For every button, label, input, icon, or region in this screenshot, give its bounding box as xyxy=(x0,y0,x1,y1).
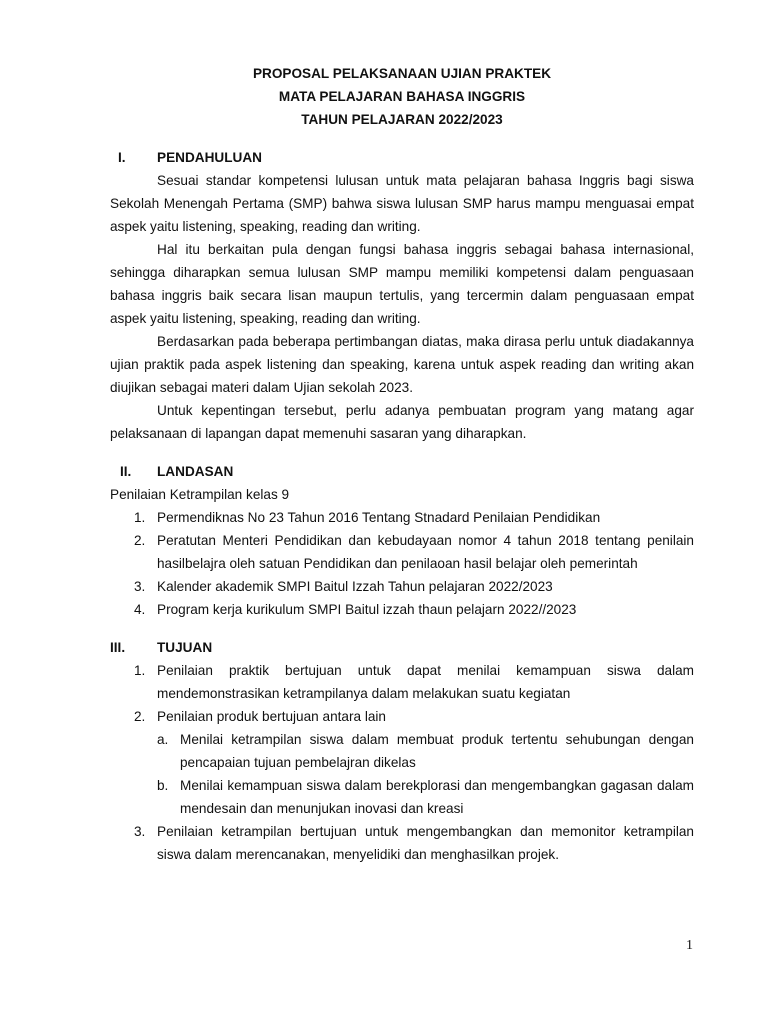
paragraph: Untuk kepentingan tersebut, perlu adanya pembuatan program yang matang agar pelaksanaan di lapangan dapat memenuhi sasaran yang diharapkan. xyxy=(110,403,694,441)
list-item-text: Permendiknas No 23 Tahun 2016 Tentang Stnadard Penilaian Pendidikan xyxy=(157,510,601,525)
title-block xyxy=(110,62,694,131)
paragraph: Sesuai standar kompetensi lulusan untuk mata pelajaran bahasa Inggris bagi siswa Sekolah Menengah Pertama (SMP) bahwa siswa lulusan SMP harus mampu menguasai empat aspek yaitu listening, speaking, reading dan writing. xyxy=(110,173,694,234)
landasan-list xyxy=(110,506,694,621)
section-pendahuluan xyxy=(110,146,694,445)
sub-list-item-letter: b. xyxy=(157,778,169,793)
section-number: I. xyxy=(118,150,126,165)
title-line-3: TAHUN PELAJARAN 2022/2023 xyxy=(301,112,503,127)
list-item-number: 2. xyxy=(134,533,146,548)
list-item xyxy=(110,575,694,598)
section-landasan xyxy=(110,460,694,621)
list-item xyxy=(110,820,694,866)
section-intro: Penilaian Ketrampilan kelas 9 xyxy=(110,487,290,502)
title-line-1: PROPOSAL PELAKSANAAN UJIAN PRAKTEK xyxy=(252,66,552,81)
list-item-number: 3. xyxy=(134,579,146,594)
list-item xyxy=(110,598,694,621)
paragraph: Hal itu berkaitan pula dengan fungsi bahasa inggris sebagai bahasa internasional, sehingga diharapkan semua lulusan SMP mampu memiliki kompetensi dalam penguasaan bahasa inggris baik secara lisan maupun tertulis, yang tercermin dalam penguasaan empat aspek yaitu listening, speaking, reading dan writing. xyxy=(110,242,694,326)
list-item-text: Peratutan Menteri Pendidikan dan kebudayaan nomor 4 tahun 2018 tentang penilain hasilbelajra oleh satuan Pendidikan dan penilaoan hasil belajar oleh pemerintah xyxy=(157,533,694,571)
section-number: II. xyxy=(120,464,132,479)
list-item-number: 4. xyxy=(134,602,146,617)
list-item-text: Penilaian praktik bertujuan untuk dapat menilai kemampuan siswa dalam mendemonstrasikan ketrampilanya dalam melakukan suatu kegiatan xyxy=(157,663,694,701)
list-item-body xyxy=(157,705,694,820)
sub-list-item-text: Menilai ketrampilan siswa dalam membuat produk tertentu sehubungan dengan pencapaian tujuan pembelajran dikelas xyxy=(180,732,694,770)
sub-list-item-text: Menilai kemampuan siswa dalam berekplorasi dan mengembangkan gagasan dalam mendesain dan menunjukan inovasi dan kreasi xyxy=(180,778,694,816)
title-line-2: MATA PELAJARAN BAHASA INGGRIS xyxy=(278,89,526,104)
list-item-text: Kalender akademik SMPI Baitul Izzah Tahun pelajaran 2022/2023 xyxy=(157,579,553,594)
page-number: 1 xyxy=(686,938,693,953)
list-item-text: Program kerja kurikulum SMPI Baitul izzah thaun pelajarn 2022//2023 xyxy=(157,602,577,617)
list-item-text: Penilaian produk bertujuan antara lain xyxy=(157,709,386,724)
document-page xyxy=(110,62,694,866)
list-item xyxy=(110,659,694,705)
paragraph: Berdasarkan pada beberapa pertimbangan diatas, maka dirasa perlu untuk diadakannya ujian praktik pada aspek listening dan speaking, karena untuk aspek reading dan writing akan diujikan sebagai materi dalam Ujian sekolah 2023. xyxy=(110,334,694,395)
list-item xyxy=(110,529,694,575)
list-item-number: 1. xyxy=(134,510,146,525)
list-item xyxy=(110,506,694,529)
section-title: PENDAHULUAN xyxy=(157,150,262,165)
sub-list-item xyxy=(157,728,694,774)
list-item-number: 1. xyxy=(134,663,146,678)
list-item xyxy=(110,705,694,820)
section-heading xyxy=(110,460,694,483)
section-title: LANDASAN xyxy=(157,464,234,479)
section-heading xyxy=(110,146,694,169)
sub-list-item-letter: a. xyxy=(157,732,169,747)
section-tujuan xyxy=(110,636,694,866)
list-item-number: 3. xyxy=(134,824,146,839)
section-number: III. xyxy=(110,640,126,655)
section-heading xyxy=(110,636,694,659)
tujuan-list xyxy=(110,659,694,866)
list-item-number: 2. xyxy=(134,709,146,724)
sub-list-item xyxy=(157,774,694,820)
list-item-text: Penilaian ketrampilan bertujuan untuk mengembangkan dan memonitor ketrampilan siswa dalam merencanakan, menyelidiki dan menghasilkan projek. xyxy=(157,824,694,862)
section-title: TUJUAN xyxy=(157,640,213,655)
